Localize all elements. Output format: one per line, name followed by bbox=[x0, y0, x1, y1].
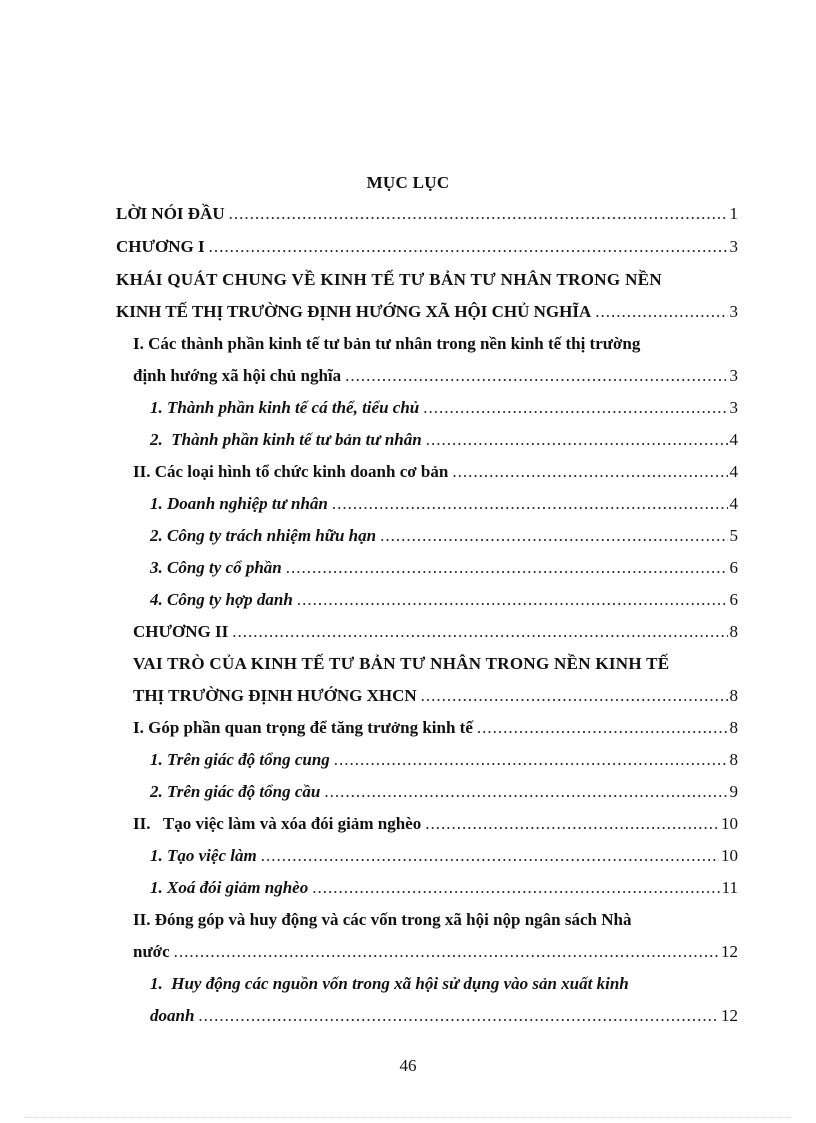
toc-entry-text: 2. Thành phần kinh tế tư bản tư nhân bbox=[150, 430, 422, 449]
toc-entry-ch2-2-1[interactable] bbox=[150, 846, 738, 866]
dot-leader bbox=[595, 302, 727, 322]
dot-leader bbox=[426, 430, 728, 450]
dot-leader bbox=[345, 366, 727, 386]
toc-entry-text: II. Tạo việc làm và xóa đói giảm nghèo bbox=[133, 814, 422, 833]
toc-entry-ch2-section-3-line1[interactable]: II. Đóng góp và huy động và các vốn trong xã hội nộp ngân sách Nhà bbox=[133, 910, 632, 929]
toc-page-number: 5 bbox=[729, 526, 738, 545]
toc-entry-text: 3. Công ty cổ phần bbox=[150, 558, 282, 577]
toc-title: MỤC LỤC bbox=[366, 173, 450, 192]
toc-page-number: 4 bbox=[729, 462, 738, 481]
toc-entry-text: 1. Doanh nghiệp tư nhân bbox=[150, 494, 328, 513]
toc-entry-text: 2. Trên giác độ tổng cầu bbox=[150, 782, 321, 801]
dot-leader bbox=[425, 814, 719, 834]
toc-entry-ch2-section-3-line2[interactable] bbox=[133, 942, 738, 962]
toc-entry-2-3[interactable] bbox=[150, 558, 738, 578]
page-number-footer: 46 bbox=[399, 1056, 417, 1075]
toc-entry-ch2-3-1-line1[interactable]: 1. Huy động các nguồn vốn trong xã hội sử dụng vào sản xuất kinh bbox=[150, 974, 629, 993]
toc-entry-2-1[interactable] bbox=[150, 494, 738, 514]
dot-leader bbox=[261, 846, 719, 866]
dot-leader bbox=[380, 526, 727, 546]
toc-page-number: 9 bbox=[729, 782, 738, 801]
toc-page-number: 1 bbox=[729, 204, 738, 223]
dot-leader bbox=[334, 750, 728, 770]
toc-page-number: 8 bbox=[729, 686, 738, 705]
dot-leader bbox=[297, 590, 728, 610]
toc-entry-section-1-line2[interactable] bbox=[133, 366, 738, 386]
toc-page-number: 10 bbox=[721, 846, 738, 865]
dot-leader bbox=[324, 782, 727, 802]
toc-entry-text: I. Góp phần quan trọng để tăng trưởng kinh tế bbox=[133, 718, 473, 737]
toc-entry-text: THỊ TRƯỜNG ĐỊNH HƯỚNG XHCN bbox=[133, 686, 417, 705]
toc-entry-2-2[interactable] bbox=[150, 526, 738, 546]
toc-entry-1-1[interactable] bbox=[150, 398, 738, 418]
toc-entry-text: định hướng xã hội chủ nghĩa bbox=[133, 366, 342, 385]
dot-leader bbox=[286, 558, 728, 578]
toc-page-number: 8 bbox=[729, 622, 738, 641]
toc-entry-text: 1. Xoá đói giảm nghèo bbox=[150, 878, 309, 897]
toc-page-number: 8 bbox=[729, 750, 738, 769]
toc-entry-text: 4. Công ty hợp danh bbox=[150, 590, 293, 609]
toc-entry-ch2-2-2[interactable] bbox=[150, 878, 738, 898]
toc-page-number: 12 bbox=[721, 942, 738, 961]
toc-entry-ch2-1-1[interactable] bbox=[150, 750, 738, 770]
page-bottom-divider bbox=[24, 1117, 792, 1118]
dot-leader bbox=[477, 718, 728, 738]
toc-entry-text: CHƯƠNG I bbox=[116, 237, 205, 256]
toc-page-number: 6 bbox=[729, 558, 738, 577]
toc-entry-text: nước bbox=[133, 942, 170, 961]
toc-entry-foreword[interactable] bbox=[116, 204, 738, 224]
toc-entry-2-4[interactable] bbox=[150, 590, 738, 610]
toc-entry-text: 1. Trên giác độ tổng cung bbox=[150, 750, 330, 769]
toc-page-number: 3 bbox=[729, 398, 738, 417]
dot-leader bbox=[312, 878, 719, 898]
toc-entry-section-1-line1[interactable]: I. Các thành phần kinh tế tư bản tư nhân trong nền kinh tế thị trường bbox=[133, 334, 641, 353]
toc-entry-ch2-section-1[interactable] bbox=[133, 718, 738, 738]
dot-leader bbox=[209, 237, 728, 257]
toc-entry-ch2-section-2[interactable] bbox=[133, 814, 738, 834]
toc-entry-1-2[interactable] bbox=[150, 430, 738, 450]
dot-leader bbox=[423, 398, 727, 418]
toc-entry-text: CHƯƠNG II bbox=[133, 622, 229, 641]
toc-entry-chapter-1[interactable] bbox=[116, 237, 738, 257]
toc-entry-text: 1. Tạo việc làm bbox=[150, 846, 257, 865]
toc-page-number: 4 bbox=[729, 430, 738, 449]
dot-leader bbox=[229, 204, 728, 224]
toc-entry-ch2-3-1-line2[interactable] bbox=[150, 1006, 738, 1026]
toc-entry-section-2[interactable] bbox=[133, 462, 738, 482]
toc-page-number: 6 bbox=[729, 590, 738, 609]
toc-page-number: 3 bbox=[729, 366, 738, 385]
dot-leader bbox=[198, 1006, 719, 1026]
toc-page-number: 8 bbox=[729, 718, 738, 737]
toc-entry-chapter-1-title-line2[interactable] bbox=[116, 302, 738, 322]
toc-page-number: 12 bbox=[721, 1006, 738, 1025]
dot-leader bbox=[232, 622, 727, 642]
toc-entry-text: II. Các loại hình tổ chức kinh doanh cơ bản bbox=[133, 462, 449, 481]
toc-entry-text: doanh bbox=[150, 1006, 195, 1025]
toc-entry-chapter-2[interactable] bbox=[133, 622, 738, 642]
toc-page-number: 10 bbox=[721, 814, 738, 833]
toc-entry-text: LỜI NÓI ĐẦU bbox=[116, 204, 225, 223]
toc-entry-chapter-2-title-line2[interactable] bbox=[133, 686, 738, 706]
dot-leader bbox=[421, 686, 728, 706]
dot-leader bbox=[174, 942, 719, 962]
dot-leader bbox=[332, 494, 728, 514]
toc-page-number: 11 bbox=[721, 878, 738, 897]
toc-entry-chapter-2-title-line1[interactable]: VAI TRÒ CỦA KINH TẾ TƯ BẢN TƯ NHÂN TRONG NỀN KINH TẾ bbox=[133, 654, 670, 673]
toc-entry-ch2-1-2[interactable] bbox=[150, 782, 738, 802]
toc-page-number: 3 bbox=[729, 302, 738, 321]
toc-entry-chapter-1-title-line1[interactable]: KHÁI QUÁT CHUNG VỀ KINH TẾ TƯ BẢN TƯ NHÂN TRONG NỀN bbox=[116, 270, 663, 289]
toc-page-number: 4 bbox=[729, 494, 738, 513]
toc-entry-text: 2. Công ty trách nhiệm hữu hạn bbox=[150, 526, 377, 545]
toc-page-number: 3 bbox=[729, 237, 738, 256]
toc-entry-text: 1. Thành phần kinh tế cá thể, tiểu chủ bbox=[150, 398, 420, 417]
toc-entry-text: KINH TẾ THỊ TRƯỜNG ĐỊNH HƯỚNG XÃ HỘI CHỦ NGHĨA bbox=[116, 302, 592, 321]
dot-leader bbox=[452, 462, 727, 482]
